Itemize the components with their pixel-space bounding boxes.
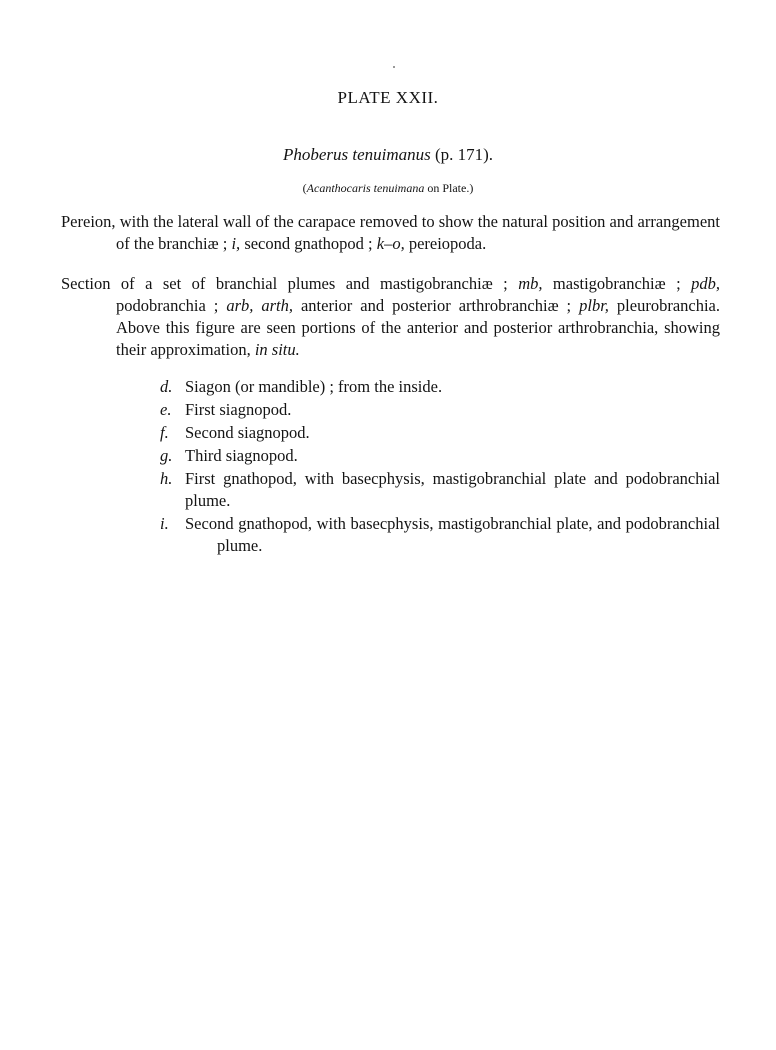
legend-key: d.: [160, 377, 173, 396]
legend-text: Second gnathopod, with basecphysis, mastigobranchial plate, and podobranchial plume.: [185, 514, 720, 555]
synonym-open: (: [302, 181, 307, 195]
italic-label: i,: [231, 234, 241, 253]
legend-key: f.: [160, 423, 169, 442]
text-run: anterior and posterior arthrobranchiæ ;: [293, 296, 580, 315]
figure-legend: [160, 376, 720, 558]
legend-key: i.: [160, 514, 169, 533]
plate-title: PLATE XXII.: [337, 88, 439, 107]
italic-label: plbr,: [579, 296, 609, 315]
synonym-rest: on Plate.): [424, 181, 474, 195]
legend-text: Second siagnopod.: [185, 423, 310, 442]
legend-item-g: [160, 445, 720, 467]
italic-label: in situ.: [254, 340, 300, 359]
legend-text: First gnathopod, with basecphysis, mastigobranchial plate and podobranchial plume.: [185, 469, 720, 510]
legend-key: e.: [160, 400, 172, 419]
figure-description-section: [61, 273, 720, 361]
species-name: Phoberus tenuimanus: [282, 145, 431, 164]
text-run: pleurobranchia. Above this figure are seen portions of the anterior and posterior arthrobranchia, showing their approximation,: [116, 296, 720, 359]
text-run: podobranchia ;: [116, 296, 227, 315]
legend-item-f: [160, 422, 720, 444]
text-run: Section of a set of branchial plumes and mastigobranchiæ ;: [61, 274, 519, 293]
legend-item-i: [160, 513, 720, 557]
text-run: pereiopoda.: [404, 234, 487, 253]
legend-item-d: [160, 376, 720, 398]
text-run: Pereion, with the lateral wall of the carapace removed to show the natural position and arrangement of the branchiæ ;: [61, 212, 720, 253]
italic-label: arb, arth,: [226, 296, 293, 315]
italic-label: k–o,: [376, 234, 405, 253]
legend-text: First siagnopod.: [185, 400, 292, 419]
synonym-note: [0, 181, 776, 196]
legend-item-e: [160, 399, 720, 421]
legend-key: g.: [160, 446, 173, 465]
legend-item-h: [160, 468, 720, 512]
legend-text: Third siagnopod.: [185, 446, 298, 465]
synonym-name: Acanthocaris tenuimana: [306, 181, 425, 195]
specks-mark: [393, 66, 395, 68]
legend-key: h.: [160, 469, 173, 488]
figure-description-pereion: [61, 211, 720, 255]
text-run: mastigobranchiæ ;: [542, 274, 692, 293]
species-heading: [0, 145, 776, 165]
text-run: second gnathopod ;: [240, 234, 377, 253]
species-page-ref: (p. 171).: [430, 145, 494, 164]
italic-label: mb,: [518, 274, 543, 293]
legend-text: Siagon (or mandible) ; from the inside.: [185, 377, 443, 396]
italic-label: pdb,: [691, 274, 720, 293]
